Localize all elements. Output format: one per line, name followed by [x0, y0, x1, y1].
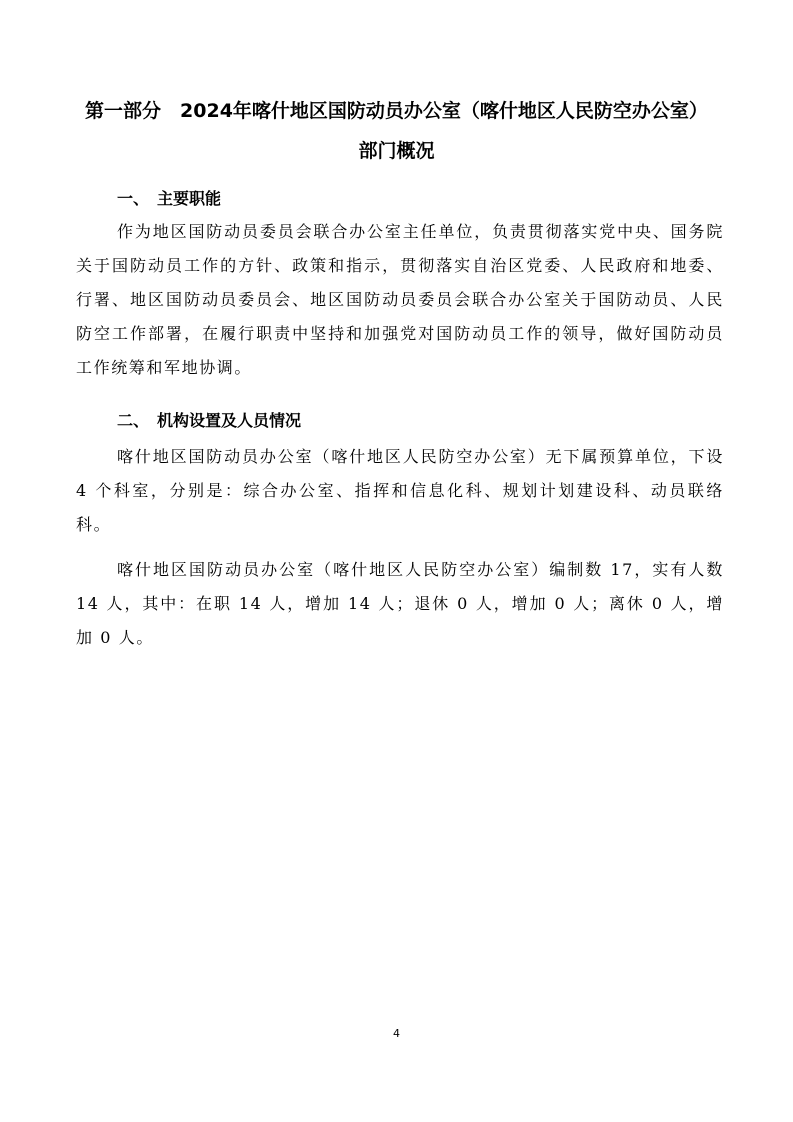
page-number: 4 — [393, 1027, 400, 1040]
paragraph-organization-units: 喀什地区国防动员办公室（喀什地区人民防空办公室）无下属预算单位，下设 4 个科室，分别是：综合办公室、指挥和信息化科、规划计划建设科、动员联络科。 — [76, 447, 724, 534]
section-heading-organization — [117, 408, 301, 431]
paragraph-functions: 作为地区国防动员委员会联合办公室主任单位，负责贯彻落实党中央、国务院关于国防动员工作的方针、政策和指示，贯彻落实自治区党委、人民政府和地委、行署、地区国防动员委员会、地区国防动员委员会联合办公室关于国防动员、人民防空工作部署，在履行职责中坚持和加强党对国防动员工作的领导，做好国防动员工作统筹和军地协调。 — [76, 222, 724, 377]
section-number: 一、 — [117, 189, 150, 208]
section-number: 二、 — [117, 411, 150, 430]
section-title: 主要职能 — [157, 189, 222, 208]
document-title-line-2: 部门概况 — [358, 140, 435, 162]
paragraph-staffing: 喀什地区国防动员办公室（喀什地区人民防空办公室）编制数 17，实有人数 14 人，其中：在职 14 人，增加 14 人；退休 0 人，增加 0 人；离休 0 人，增加 0 人。 — [76, 560, 724, 647]
section-heading-functions — [117, 186, 221, 209]
section-title: 机构设置及人员情况 — [157, 411, 302, 430]
document-title-line-1: 第一部分 2024年喀什地区国防动员办公室（喀什地区人民防空办公室） — [85, 100, 708, 122]
